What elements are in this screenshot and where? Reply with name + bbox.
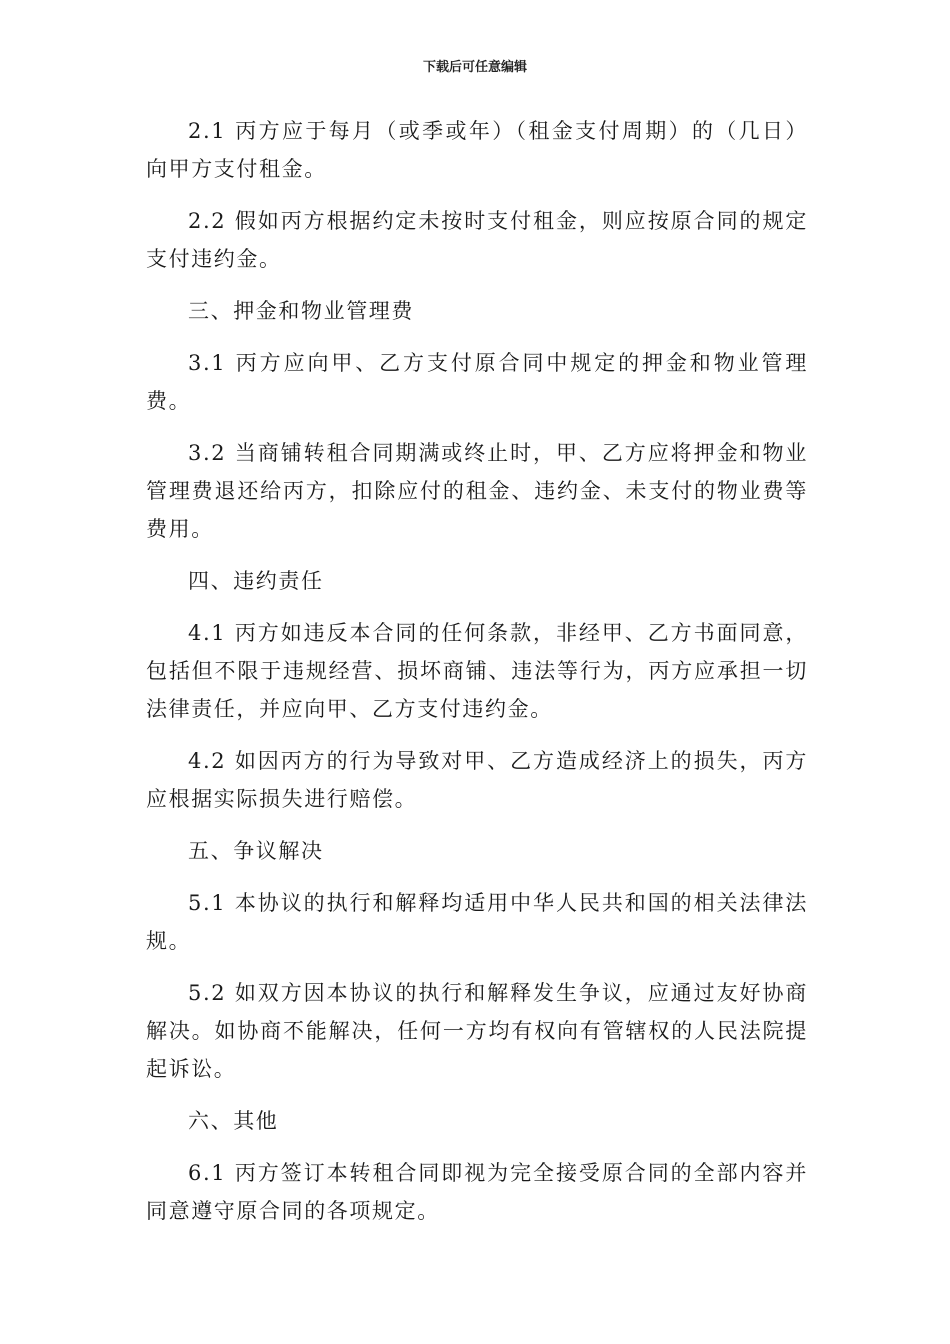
section-heading-3: 三、押金和物业管理费 — [188, 299, 414, 323]
clause-5-1: 5.1 本协议的执行和解释均适用中华人民共和国的相关法律法规。 — [146, 891, 808, 953]
clause-5-2: 5.2 如双方因本协议的执行和解释发生争议，应通过友好协商解决。如协商不能解决，任何一方均有权向有管辖权的人民法院提起诉讼。 — [146, 981, 808, 1081]
clause-6-1: 6.1 丙方签订本转租合同即视为完全接受原合同的全部内容并同意遵守原合同的各项规定。 — [146, 1161, 808, 1223]
clause-2-2: 2.2 假如丙方根据约定未按时支付租金，则应按原合同的规定支付违约金。 — [146, 209, 808, 271]
clause-2-1: 2.1 丙方应于每月（或季或年）（租金支付周期）的（几日）向甲方支付租金。 — [146, 119, 808, 181]
section-heading-4: 四、违约责任 — [188, 569, 324, 593]
clause-3-2: 3.2 当商铺转租合同期满或终止时，甲、乙方应将押金和物业管理费退还给丙方，扣除应付的租金、违约金、未支付的物业费等费用。 — [146, 441, 808, 541]
clause-4-2: 4.2 如因丙方的行为导致对甲、乙方造成经济上的损失，丙方应根据实际损失进行赔偿。 — [146, 749, 808, 811]
clause-4-1: 4.1 丙方如违反本合同的任何条款，非经甲、乙方书面同意，包括但不限于违规经营、损坏商铺、违法等行为，丙方应承担一切法律责任，并应向甲、乙方支付违约金。 — [146, 621, 808, 721]
section-heading-6: 六、其他 — [188, 1109, 279, 1133]
clause-3-1: 3.1 丙方应向甲、乙方支付原合同中规定的押金和物业管理费。 — [146, 351, 808, 413]
section-heading-5: 五、争议解决 — [188, 839, 324, 863]
page-header: 下载后可任意编辑 — [422, 60, 527, 75]
document-body — [146, 112, 808, 1244]
